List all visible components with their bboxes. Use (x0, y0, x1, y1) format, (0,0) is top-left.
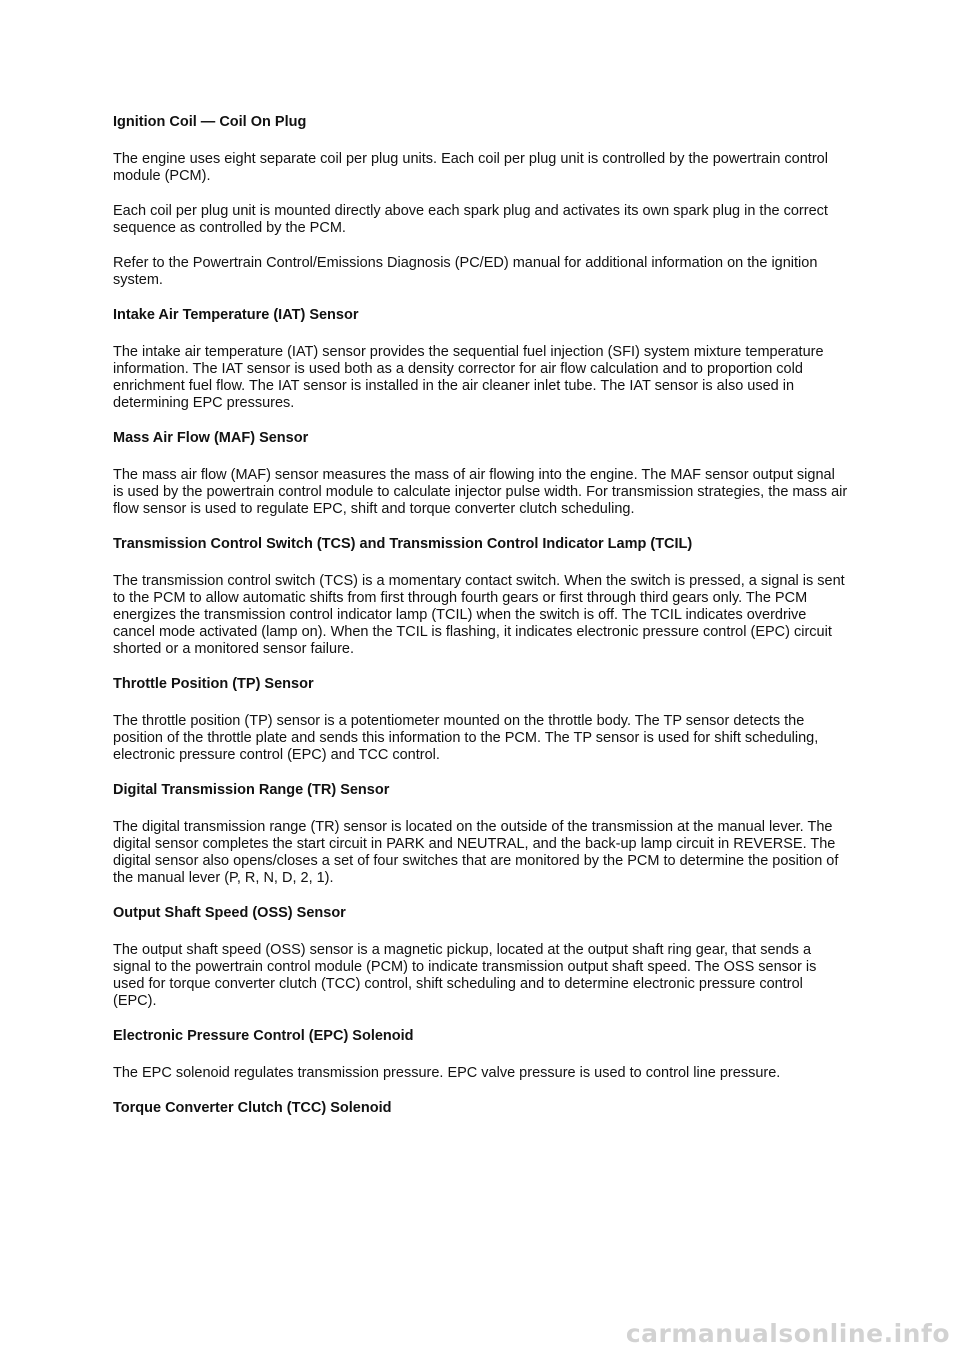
section-iat-sensor (113, 307, 848, 412)
section-maf-sensor (113, 430, 848, 518)
section-oss-sensor (113, 905, 848, 1010)
section-heading: Intake Air Temperature (IAT) Sensor (113, 307, 359, 323)
paragraph: The EPC solenoid regulates transmission pressure. EPC valve pressure is used to control line pressure. (113, 1065, 781, 1081)
section-heading: Torque Converter Clutch (TCC) Solenoid (113, 1100, 392, 1116)
document-content (113, 114, 848, 1137)
paragraph: The digital transmission range (TR) sensor is located on the outside of the transmission at the manual lever. The digital sensor completes the start circuit in PARK and NEUTRAL, and the back-up lamp circuit in REVERSE. The digital sensor also opens/closes a set of four switches that are monitored by the PCM to determine the position of the manual lever (P, R, N, D, 2, 1). (113, 819, 839, 886)
section-heading: Transmission Control Switch (TCS) and Transmission Control Indicator Lamp (TCIL) (113, 536, 693, 552)
paragraph: Each coil per plug unit is mounted directly above each spark plug and activates its own spark plug in the correct sequence as controlled by the PCM. (113, 203, 828, 236)
paragraph: The mass air flow (MAF) sensor measures the mass of air flowing into the engine. The MAF sensor output signal is used by the powertrain control module to calculate injector pulse width. For transmission strategies, the mass air flow sensor is used to regulate EPC, shift and torque converter clutch scheduling. (113, 467, 848, 517)
section-tp-sensor (113, 676, 848, 764)
section-heading: Mass Air Flow (MAF) Sensor (113, 430, 309, 446)
watermark: carmanualsonline.info (625, 1319, 950, 1348)
paragraph: The engine uses eight separate coil per plug units. Each coil per plug unit is controlled by the powertrain control module (PCM). (113, 151, 828, 184)
paragraph: The intake air temperature (IAT) sensor provides the sequential fuel injection (SFI) system mixture temperature information. The IAT sensor is used both as a density corrector for air flow calculation and to proportion cold enrichment fuel flow. The IAT sensor is installed in the air cleaner inlet tube. The IAT sensor is also used in determining EPC pressures. (113, 344, 824, 411)
paragraph: Refer to the Powertrain Control/Emissions Diagnosis (PC/ED) manual for additional information on the ignition system. (113, 255, 818, 288)
section-tcs-tcil (113, 536, 848, 658)
section-heading: Digital Transmission Range (TR) Sensor (113, 782, 390, 798)
section-tr-sensor (113, 782, 848, 887)
paragraph: The transmission control switch (TCS) is a momentary contact switch. When the switch is pressed, a signal is sent to the PCM to allow automatic shifts from first through fourth gears or first through third gears only. The PCM energizes the transmission control indicator lamp (TCIL) when the switch is off. The TCIL indicates overdrive cancel mode activated (lamp on). When the TCIL is flashing, it indicates electronic pressure control (EPC) circuit shorted or a monitored sensor failure. (113, 573, 845, 657)
paragraph: The throttle position (TP) sensor is a potentiometer mounted on the throttle body. The TP sensor detects the position of the throttle plate and sends this information to the PCM. The TP sensor is used for shift scheduling, electronic pressure control (EPC) and TCC control. (113, 713, 819, 763)
section-heading: Electronic Pressure Control (EPC) Solenoid (113, 1028, 414, 1044)
section-heading: Ignition Coil — Coil On Plug (113, 114, 307, 130)
paragraph: The output shaft speed (OSS) sensor is a magnetic pickup, located at the output shaft ring gear, that sends a signal to the powertrain control module (PCM) to indicate transmission output shaft speed. The OSS sensor is used for torque converter clutch (TCC) control, shift scheduling and to determine electronic pressure control (EPC). (113, 942, 817, 1009)
section-heading: Output Shaft Speed (OSS) Sensor (113, 905, 346, 921)
section-epc-solenoid (113, 1028, 848, 1082)
section-tcc-solenoid (113, 1100, 848, 1117)
section-heading: Throttle Position (TP) Sensor (113, 676, 314, 692)
section-ignition-coil (113, 114, 848, 289)
